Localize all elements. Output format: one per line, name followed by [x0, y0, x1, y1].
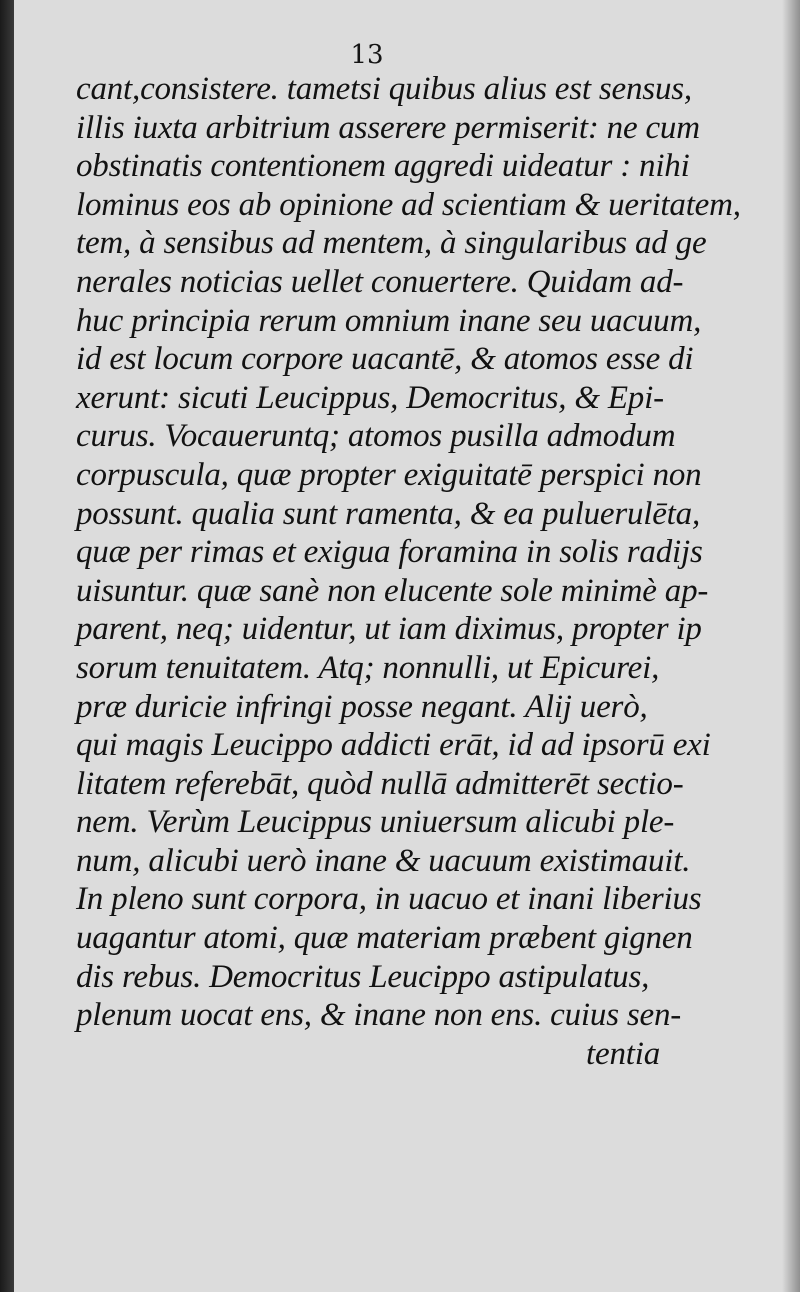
- text-line: huc principia rerum omnium inane seu uacuum,: [76, 302, 702, 339]
- text-line: parent, neq; uidentur, ut iam diximus, propter ip: [76, 611, 702, 648]
- text-line: curus. Vocaueruntq; atomos pusilla admodum: [76, 418, 676, 455]
- text-line: sorum tenuitatem. Atq; nonnulli, ut Epicurei,: [76, 649, 660, 686]
- text-line: quæ per rimas et exigua foramina in solis radijs: [76, 534, 703, 571]
- text-line: litatem referebāt, quòd nullā admitterēt sectio-: [76, 765, 684, 802]
- text-line: corpuscula, quæ propter exiguitatē perspici non: [76, 456, 702, 493]
- text-line: plenum uocat ens, & inane non ens. cuius sen-: [76, 997, 682, 1034]
- text-line: uagantur atomi, quæ materiam præbent gignen: [76, 920, 693, 957]
- text-line: obstinatis contentionem aggredi uideatur : nihi: [76, 148, 690, 185]
- catchword: tentia: [586, 1035, 660, 1072]
- text-line: cant,consistere. tametsi quibus alius est sensus,: [76, 71, 692, 107]
- text-line: tem, à sensibus ad mentem, à singularibus ad ge: [76, 225, 707, 262]
- text-line: dis rebus. Democritus Leucippo astipulatus,: [76, 958, 650, 995]
- scan-left-edge: [0, 0, 14, 1292]
- page-number: 13: [350, 40, 384, 70]
- text-line: id est locum corpore uacantē, & atomos esse di: [76, 341, 694, 378]
- text-line: nerales noticias uellet conuertere. Quidam ad-: [76, 263, 684, 300]
- text-line: uisuntur. quæ sanè non elucente sole minimè ap-: [76, 572, 709, 609]
- text-line: xerunt: sicuti Leucippus, Democritus, & Epi-: [76, 379, 664, 416]
- text-line: possunt. qualia sunt ramenta, & ea puluerulēta,: [76, 495, 700, 532]
- text-line: In pleno sunt corpora, in uacuo et inani liberius: [76, 881, 702, 918]
- body-text: [76, 70, 741, 1073]
- text-line: qui magis Leucippo addicti erāt, id ad ipsorū exi: [76, 727, 711, 764]
- text-line: lominus eos ab opinione ad scientiam & ueritatem,: [76, 186, 741, 223]
- text-line: præ duricie infringi posse negant. Alij uerò,: [76, 688, 648, 725]
- text-line: num, alicubi uerò inane & uacuum existimauit.: [76, 842, 691, 879]
- page-gutter-shadow: [782, 0, 800, 1292]
- text-line: nem. Verùm Leucippus uniuersum alicubi ple-: [76, 804, 675, 841]
- text-line: illis iuxta arbitrium asserere permiserit: ne cum: [76, 109, 700, 146]
- book-page: [14, 0, 800, 1292]
